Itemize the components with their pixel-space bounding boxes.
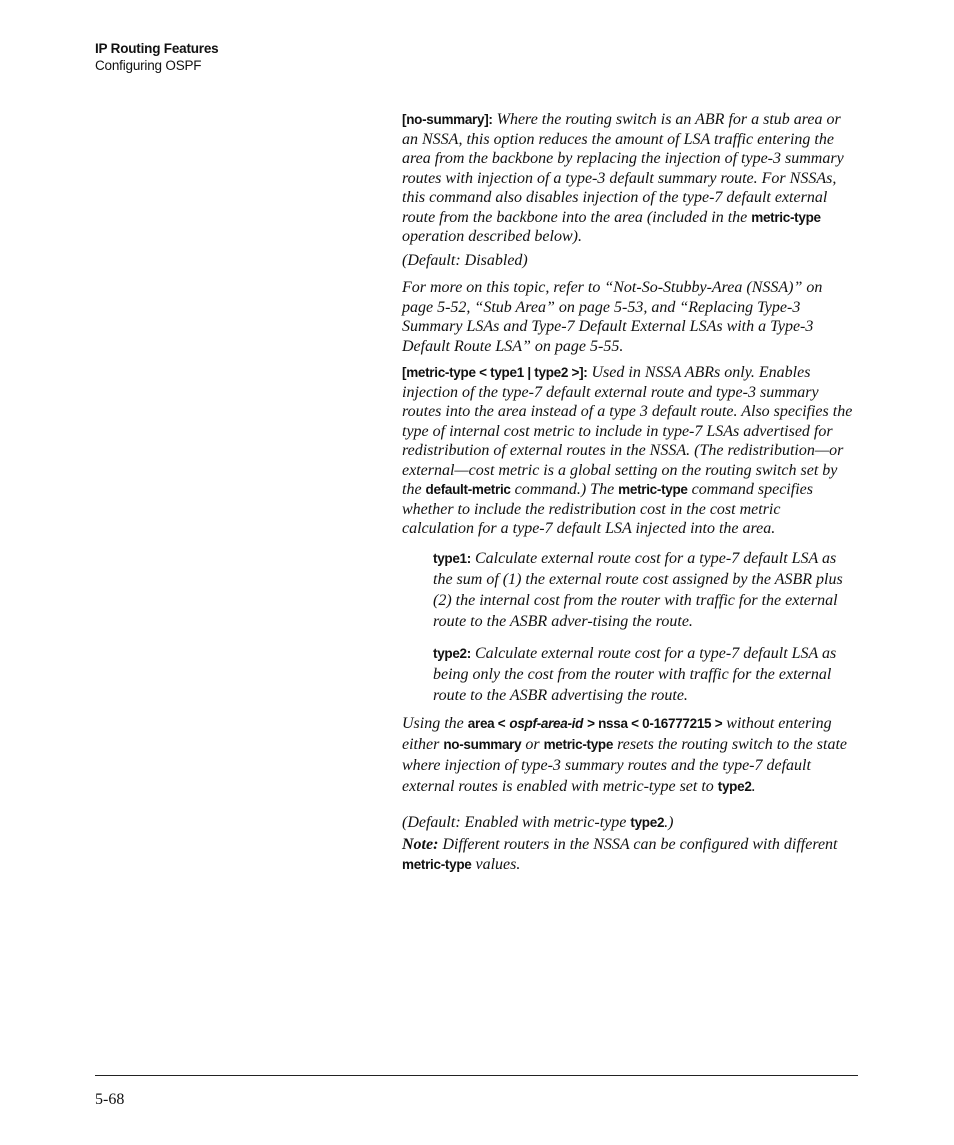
type1-text: Calculate external route cost for a type-7 default LSA as the sum of (1) the external route cost assigned by the ASBR plus (2) the internal cost from the router with traffic for the external route to the ASBR adver-tising the route. — [433, 549, 843, 631]
metric-type-text-3: command specifies whether to include the redistribution cost in the cost metric calculation for a type-7 default LSA injected into the area. — [402, 481, 813, 537]
using-text-3: or — [525, 735, 540, 753]
type2-paragraph — [433, 643, 854, 707]
no-summary-metric-type-term: metric-type — [751, 209, 821, 225]
default-enabled-type2-term: type2 — [630, 814, 665, 830]
type1-term: type1: — [433, 550, 471, 566]
type1-paragraph — [433, 548, 854, 633]
note-text-1: Different routers in the NSSA can be configured with different — [442, 836, 838, 854]
using-text-1: Using the — [402, 714, 464, 732]
using-text-4: resets the routing switch to the state where injection of type-3 summary routes and the type-7 default external routes is enabled with metric-type set to — [402, 735, 847, 796]
default-enabled-text-1: (Default: Enabled with metric-type — [402, 813, 627, 831]
no-summary-text-1: Where the routing switch is an ABR for a stub area or an NSSA, this option reduces the amount of LSA traffic entering the area from the backbone by replacing the injection of type-3 summary routes with injection of a type-3 default summary route. For NSSAs, this command also disables injection of the type-7 default external route from the backbone into the area (included in the — [402, 111, 844, 226]
note-paragraph — [402, 835, 854, 874]
using-type2-term: type2 — [717, 779, 752, 795]
note-metric-type-term: metric-type — [402, 856, 472, 872]
using-cmd-1: area < — [467, 715, 506, 731]
using-cmd-2: > nssa < 0-16777215 > — [587, 715, 723, 731]
metric-type-separator: : — [583, 365, 588, 380]
default-metric-term: default-metric — [425, 482, 511, 497]
main-content — [402, 110, 854, 874]
metric-type-paragraph — [402, 363, 854, 539]
page-number: 5-68 — [95, 1091, 125, 1108]
using-metric-type-term: metric-type — [543, 736, 614, 752]
metric-type-text-1: Used in NSSA ABRs only. Enables injection of the type-7 default external route and type-3 summary routes into the area instead of a type 3 default route. Also specifies the type of internal cost metric to include in type-7 LSAs advertised for redistribution of external routes in the NSSA. (The redistribution—or external—cost metric is a global setting on the routing switch set by the — [402, 364, 853, 498]
running-header-title: IP Routing Features — [95, 41, 219, 56]
running-header-subtitle: Configuring OSPF — [95, 58, 202, 73]
using-paragraph — [402, 713, 854, 798]
using-cmd-arg: ospf-area-id — [509, 715, 584, 731]
note-label: Note: — [402, 836, 439, 854]
default-enabled-text-2: .) — [664, 813, 674, 831]
no-summary-text-2: operation described below). — [402, 228, 582, 245]
note-text-2: values. — [475, 855, 521, 873]
metric-type-term-2: metric-type — [618, 482, 688, 497]
no-summary-separator: : — [488, 112, 493, 127]
type2-text: Calculate external route cost for a type-7 default LSA as being only the cost from the router with traffic for the external route to the ASBR advertising the route. — [433, 644, 837, 705]
no-summary-paragraph — [402, 110, 854, 247]
type2-term: type2: — [433, 645, 471, 661]
default-disabled: (Default: Disabled) — [402, 251, 528, 269]
no-summary-term: [no-summary] — [402, 112, 489, 127]
more-info-paragraph: For more on this topic, refer to “Not-So-Stubby-Area (NSSA)” on page 5-52, “Stub Area” on page 5-53, and “Replacing Type-3 Summary LSAs and Type-7 Default External LSAs with a Type-3 Default Route LSA” on page 5-55. — [402, 279, 823, 355]
metric-type-term: [metric-type < type1 | type2 >] — [402, 365, 584, 380]
using-no-summary-term: no-summary — [443, 736, 522, 752]
using-text-2: without entering either — [402, 714, 832, 753]
metric-type-text-2: command.) The — [514, 481, 615, 498]
using-text-5: . — [751, 778, 756, 796]
footer-rule — [95, 1075, 858, 1076]
default-enabled — [402, 813, 854, 833]
